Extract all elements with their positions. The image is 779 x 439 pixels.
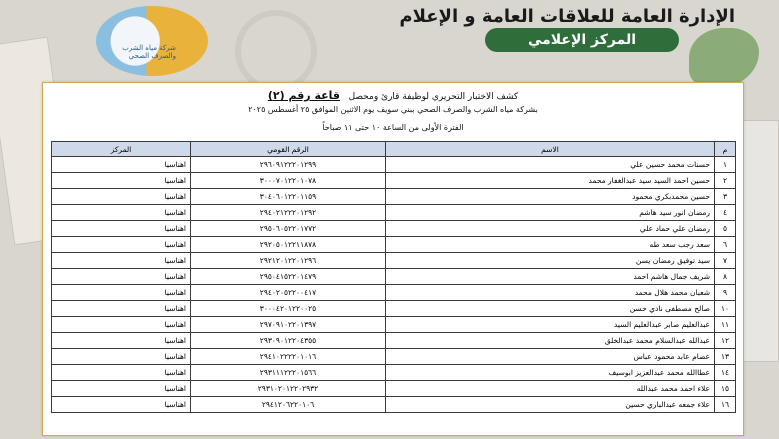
logo-caption: شركة مياه الشرب والصرف الصحي [122,44,176,60]
table-row [52,253,736,269]
table-row [52,157,736,173]
row-name: علاء جمعه عبدالباري حسين [386,397,715,413]
row-name: عبدالعليم صابر عبدالعليم السيد [386,317,715,333]
session-time: الفترة الأولى من الساعة ١٠ حتى ١١ صباحاً [322,123,464,132]
row-center: اهناسيا [52,237,191,253]
row-name: عصام عابد محمود عباس [386,349,715,365]
row-center: اهناسيا [52,173,191,189]
column-header-center: المركز [52,142,191,157]
row-name: حسين محمدبكري محمود [386,189,715,205]
row-national-id: ٢٩٣١٠٢٠١٢٢٠٢٩٣٢ [191,381,386,397]
row-name: رمضان علي حماد علي [386,221,715,237]
table-row [52,381,736,397]
media-center-badge: المركز الإعلامي [485,28,679,52]
row-center: اهناسيا [52,333,191,349]
row-national-id: ٣٠٤٠٦٠١٢٢٠١١٥٩ [191,189,386,205]
table-row [52,205,736,221]
row-national-id: ٢٩٧٠٩١٠٢٢٠١٣٩٧ [191,317,386,333]
table-row [52,365,736,381]
row-center: اهناسيا [52,349,191,365]
row-index: ٣ [715,189,736,205]
row-national-id: ٢٩٣٠٩٠١٢٢٠٤٣٥٥ [191,333,386,349]
table-row [52,317,736,333]
row-name: رمضان انور سيد هاشم [386,205,715,221]
table-row [52,333,736,349]
row-index: ١ [715,157,736,173]
row-national-id: ٢٩٤١٢٠٦٢٢٠١٠٦ [191,397,386,413]
row-national-id: ٢٩٥٠٦٠٥٢٢٠١٧٧٢ [191,221,386,237]
table-row [52,285,736,301]
row-index: ١٤ [715,365,736,381]
row-name: شريف جمال هاشم احمد [386,269,715,285]
roster-table [51,141,736,413]
row-index: ١٦ [715,397,736,413]
row-national-id: ٣٠٠٠٧٠١٢٢٠١٠٧٨ [191,173,386,189]
row-index: ١٥ [715,381,736,397]
row-index: ٩ [715,285,736,301]
row-index: ١٢ [715,333,736,349]
row-center: اهناسيا [52,269,191,285]
table-row [52,221,736,237]
room-label: قاعة رقم (٢) [267,89,340,102]
row-center: اهناسيا [52,189,191,205]
row-index: ٦ [715,237,736,253]
row-national-id: ٢٩٢١٢٠١٢٢٠١٢٩٦ [191,253,386,269]
row-center: اهناسيا [52,301,191,317]
row-center: اهناسيا [52,205,191,221]
table-body [52,157,736,413]
sheet-title-text: كشف الاختبار التحريري لوظيفة قارئ ومحصل [348,92,519,102]
table-row [52,349,736,365]
table-row [52,269,736,285]
row-index: ١١ [715,317,736,333]
sheet-subtitle: بشركة مياه الشرب والصرف الصحي ببني سويف يوم الاثنين الموافق ٢٥ أغسطس ٢٠٢٥ [248,105,538,114]
background-ring [235,10,317,92]
row-index: ٥ [715,221,736,237]
table-row [52,189,736,205]
row-name: شعبان محمد هلال محمد [386,285,715,301]
row-national-id: ٢٩٣١١١٢٢٢٠١٥٦٦ [191,365,386,381]
row-name: عطاالله محمد عبدالعزيز ابوسيف [386,365,715,381]
table-header-row [52,142,736,157]
row-national-id: ٣٠٠٠٤٢٠١٢٢٠٠٢٥ [191,301,386,317]
table-row [52,301,736,317]
row-center: اهناسيا [52,317,191,333]
row-index: ١٣ [715,349,736,365]
row-index: ٨ [715,269,736,285]
row-name: حسين احمد السيد سيد عبدالغفار محمد [386,173,715,189]
table-row [52,237,736,253]
row-center: اهناسيا [52,285,191,301]
row-index: ٤ [715,205,736,221]
table-row [52,397,736,413]
row-index: ٢ [715,173,736,189]
row-national-id: ٢٩٤٠٢٠٥٢٢٠٠٤١٧ [191,285,386,301]
row-center: اهناسيا [52,365,191,381]
row-center: اهناسيا [52,253,191,269]
exam-roster-sheet [42,82,744,436]
row-index: ٧ [715,253,736,269]
row-index: ١٠ [715,301,736,317]
plant-decoration [689,28,759,88]
row-national-id: ٢٩٤٠٢١٢٢٢٠١٢٩٢ [191,205,386,221]
row-name: سيد توفيق رمضان يسن [386,253,715,269]
row-national-id: ٢٩٢٠٥٠١٢٢١١٨٧٨ [191,237,386,253]
row-national-id: ٢٩٥٠٤١٥٢٢٠١٤٧٩ [191,269,386,285]
row-center: اهناسيا [52,157,191,173]
row-name: سعد رجب سعد طه [386,237,715,253]
row-name: عبدالله عبدالسلام محمد عبدالخلق [386,333,715,349]
row-center: اهناسيا [52,381,191,397]
row-center: اهناسيا [52,221,191,237]
column-header-index: م [715,142,736,157]
sheet-title [43,89,743,102]
column-header-national-id: الرقم القومي [191,142,386,157]
row-name: صالح مصطفى نادي حسن [386,301,715,317]
row-center: اهناسيا [52,397,191,413]
row-national-id: ٢٩٦٠٩١٢٢٢٠١٢٩٩ [191,157,386,173]
row-name: علاء احمد محمد عبدالله [386,381,715,397]
column-header-name: الاسم [386,142,715,157]
table-row [52,173,736,189]
org-title: الإدارة العامة للعلاقات العامة و الإعلام [399,6,735,27]
row-national-id: ٢٩٤١٠٢٢٢٢٠١٠١٦ [191,349,386,365]
row-name: حسنات محمد حسين علي [386,157,715,173]
company-logo [96,6,208,76]
